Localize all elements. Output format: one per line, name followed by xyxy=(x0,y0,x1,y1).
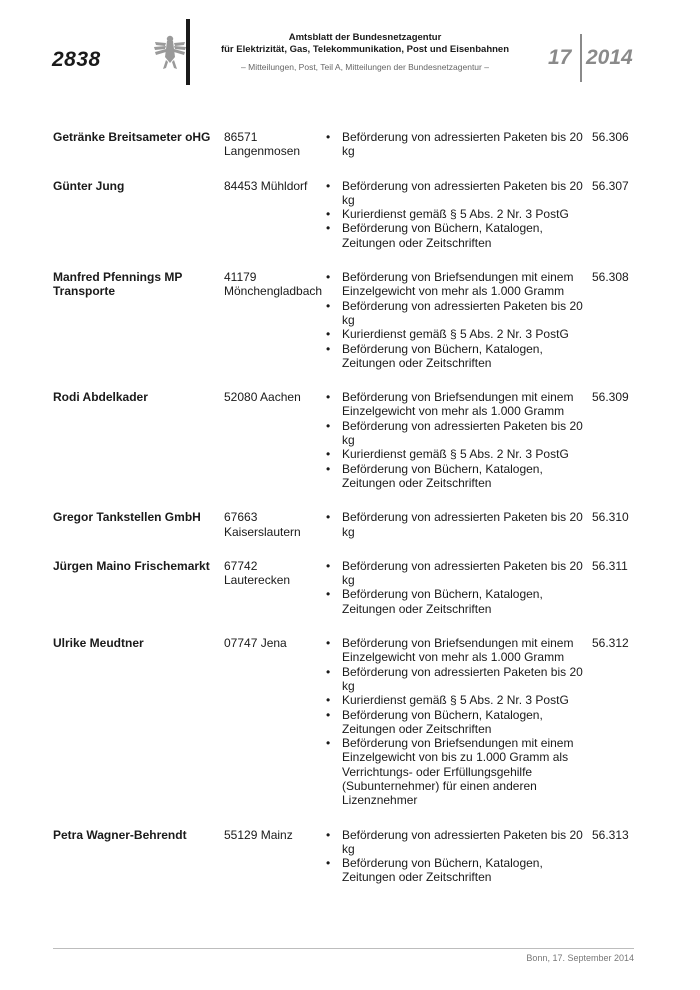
service-item xyxy=(326,636,588,665)
publication-heading xyxy=(200,32,530,72)
licensee-location: 84453 Mühldorf xyxy=(224,178,308,193)
licensee-location: 55129 Mainz xyxy=(224,827,293,842)
license-number: 56.312 xyxy=(592,636,629,651)
service-text: Beförderung von adressierten Paketen bis 20 kg xyxy=(342,178,583,207)
service-text: Beförderung von adressierten Paketen bis 20 kg xyxy=(342,827,583,856)
bullet-icon: • xyxy=(326,827,331,842)
bullet-icon: • xyxy=(326,298,331,313)
licensee-entry xyxy=(0,179,700,250)
service-text: Beförderung von Briefsendungen mit einem Einzelgewicht von bis zu 1.000 Gramm als Verrichtungs- oder Erfüllungsgehilfe (Subunternehmer) für einen anderen Lizenznehmer xyxy=(342,736,574,808)
service-item xyxy=(326,736,588,807)
licensee-location: 41179 Mönchengladbach xyxy=(224,270,323,299)
service-text: Beförderung von adressierten Paketen bis 20 kg xyxy=(342,558,583,588)
license-number: 56.306 xyxy=(592,130,629,144)
licensee-location: 67663 Kaiserslautern xyxy=(224,510,301,539)
service-item xyxy=(326,856,588,885)
service-list xyxy=(326,559,588,616)
service-item xyxy=(326,708,588,737)
issue-divider xyxy=(580,34,582,82)
licensee-name: Gregor Tankstellen GmbH xyxy=(53,510,201,525)
service-text: Beförderung von adressierten Paketen bis 20 kg xyxy=(342,664,583,693)
service-text: Beförderung von Büchern, Katalogen, Zeitungen oder Zeitschriften xyxy=(342,341,543,370)
licensee-name: Getränke Breitsameter oHG xyxy=(53,130,211,144)
bullet-icon: • xyxy=(326,341,331,356)
service-list xyxy=(326,636,588,808)
licensee-entry xyxy=(0,390,700,490)
federal-eagle-icon xyxy=(153,33,187,73)
license-number: 56.310 xyxy=(592,510,629,525)
issue-year: 2014 xyxy=(586,46,633,69)
licensee-entry xyxy=(0,270,700,370)
service-item xyxy=(326,587,588,616)
publication-title-line1: Amtsblatt der Bundesnetzagentur xyxy=(288,32,442,43)
service-list xyxy=(326,179,588,250)
bullet-icon: • xyxy=(326,558,331,573)
licensee-location: 07747 Jena xyxy=(224,636,287,651)
licensee-entry xyxy=(0,636,700,808)
service-item xyxy=(326,559,588,588)
licensee-entry xyxy=(0,559,700,616)
service-item xyxy=(326,207,588,221)
bullet-icon: • xyxy=(326,636,331,651)
service-item xyxy=(326,299,588,328)
service-item xyxy=(326,270,588,299)
service-text: Beförderung von adressierten Paketen bis 20 kg xyxy=(342,298,583,327)
service-item xyxy=(326,828,588,857)
service-text: Beförderung von Büchern, Katalogen, Zeitungen oder Zeitschriften xyxy=(342,587,543,616)
license-number: 56.313 xyxy=(592,827,629,842)
bullet-icon: • xyxy=(326,461,331,476)
license-number: 56.307 xyxy=(592,178,629,193)
service-item xyxy=(326,447,588,461)
service-item xyxy=(326,327,588,341)
service-list xyxy=(326,510,588,539)
licensee-entry xyxy=(0,828,700,885)
publication-title-line2: für Elektrizität, Gas, Telekommunikation, Post und Eisenbahnen xyxy=(220,44,510,55)
bullet-icon: • xyxy=(326,418,331,433)
service-text: Kurierdienst gemäß § 5 Abs. 2 Nr. 3 PostG xyxy=(342,327,569,342)
service-text: Beförderung von Büchern, Katalogen, Zeitungen oder Zeitschriften xyxy=(342,856,543,885)
service-item xyxy=(326,693,588,707)
header-divider xyxy=(186,19,190,85)
licensee-location: 86571 Langenmosen xyxy=(224,130,301,159)
bullet-icon: • xyxy=(326,693,331,708)
service-text: Kurierdienst gemäß § 5 Abs. 2 Nr. 3 PostG xyxy=(342,207,569,222)
service-text: Kurierdienst gemäß § 5 Abs. 2 Nr. 3 PostG xyxy=(342,447,569,462)
licensee-name: Rodi Abdelkader xyxy=(53,390,148,405)
bullet-icon: • xyxy=(326,447,331,462)
bullet-icon: • xyxy=(326,510,331,525)
licensee-entry xyxy=(0,130,700,159)
service-text: Beförderung von Briefsendungen mit einem Einzelgewicht von mehr als 1.000 Gramm xyxy=(342,390,574,419)
licensee-list xyxy=(0,130,700,905)
bullet-icon: • xyxy=(326,736,331,751)
service-item xyxy=(326,510,588,539)
service-item xyxy=(326,179,588,208)
service-text: Beförderung von adressierten Paketen bis 20 kg xyxy=(342,510,583,539)
licensee-name: Günter Jung xyxy=(53,178,125,193)
bullet-icon: • xyxy=(326,587,331,602)
service-text: Beförderung von adressierten Paketen bis 20 kg xyxy=(342,130,583,159)
service-text: Beförderung von Büchern, Katalogen, Zeitungen oder Zeitschriften xyxy=(342,461,543,490)
issue-number: 17 xyxy=(548,46,572,69)
service-list xyxy=(326,828,588,885)
licensee-location: 52080 Aachen xyxy=(224,390,301,405)
service-item xyxy=(326,390,588,419)
footer-divider xyxy=(53,948,634,949)
licensee-name: Petra Wagner-Behrendt xyxy=(53,827,187,842)
bullet-icon: • xyxy=(326,664,331,679)
service-item xyxy=(326,665,588,694)
bullet-icon: • xyxy=(326,390,331,405)
licensee-location: 67742 Lauterecken xyxy=(224,558,291,588)
service-text: Beförderung von Büchern, Katalogen, Zeitungen oder Zeitschriften xyxy=(342,221,543,250)
bullet-icon: • xyxy=(326,178,331,193)
bullet-icon: • xyxy=(326,207,331,222)
licensee-name: Jürgen Maino Frischemarkt xyxy=(53,558,210,573)
page-number: 2838 xyxy=(52,48,101,71)
publication-subtitle: – Mitteilungen, Post, Teil A, Mitteilungen der Bundesnetzagentur – xyxy=(241,62,489,72)
licensee-name: Ulrike Meudtner xyxy=(53,636,144,651)
service-text: Kurierdienst gemäß § 5 Abs. 2 Nr. 3 PostG xyxy=(342,693,569,708)
licensee-name: Manfred Pfennings MP Transporte xyxy=(53,270,183,299)
service-item xyxy=(326,130,588,159)
service-list xyxy=(326,390,588,490)
service-item xyxy=(326,342,588,371)
service-item xyxy=(326,221,588,250)
bullet-icon: • xyxy=(326,856,331,871)
bullet-icon: • xyxy=(326,707,331,722)
service-text: Beförderung von adressierten Paketen bis 20 kg xyxy=(342,418,583,448)
service-item xyxy=(326,419,588,448)
bullet-icon: • xyxy=(326,270,331,285)
service-text: Beförderung von Büchern, Katalogen, Zeitungen oder Zeitschriften xyxy=(342,707,543,736)
footer-date: Bonn, 17. September 2014 xyxy=(526,953,634,963)
licensee-entry xyxy=(0,510,700,539)
service-item xyxy=(326,462,588,491)
service-text: Beförderung von Briefsendungen mit einem Einzelgewicht von mehr als 1.000 Gramm xyxy=(342,270,574,299)
license-number: 56.308 xyxy=(592,270,629,285)
service-list xyxy=(326,130,588,159)
service-list xyxy=(326,270,588,370)
license-number: 56.309 xyxy=(592,390,629,405)
license-number: 56.311 xyxy=(592,558,628,573)
bullet-icon: • xyxy=(326,221,331,236)
bullet-icon: • xyxy=(326,130,331,144)
service-text: Beförderung von Briefsendungen mit einem Einzelgewicht von mehr als 1.000 Gramm xyxy=(342,636,574,665)
bullet-icon: • xyxy=(326,327,331,342)
